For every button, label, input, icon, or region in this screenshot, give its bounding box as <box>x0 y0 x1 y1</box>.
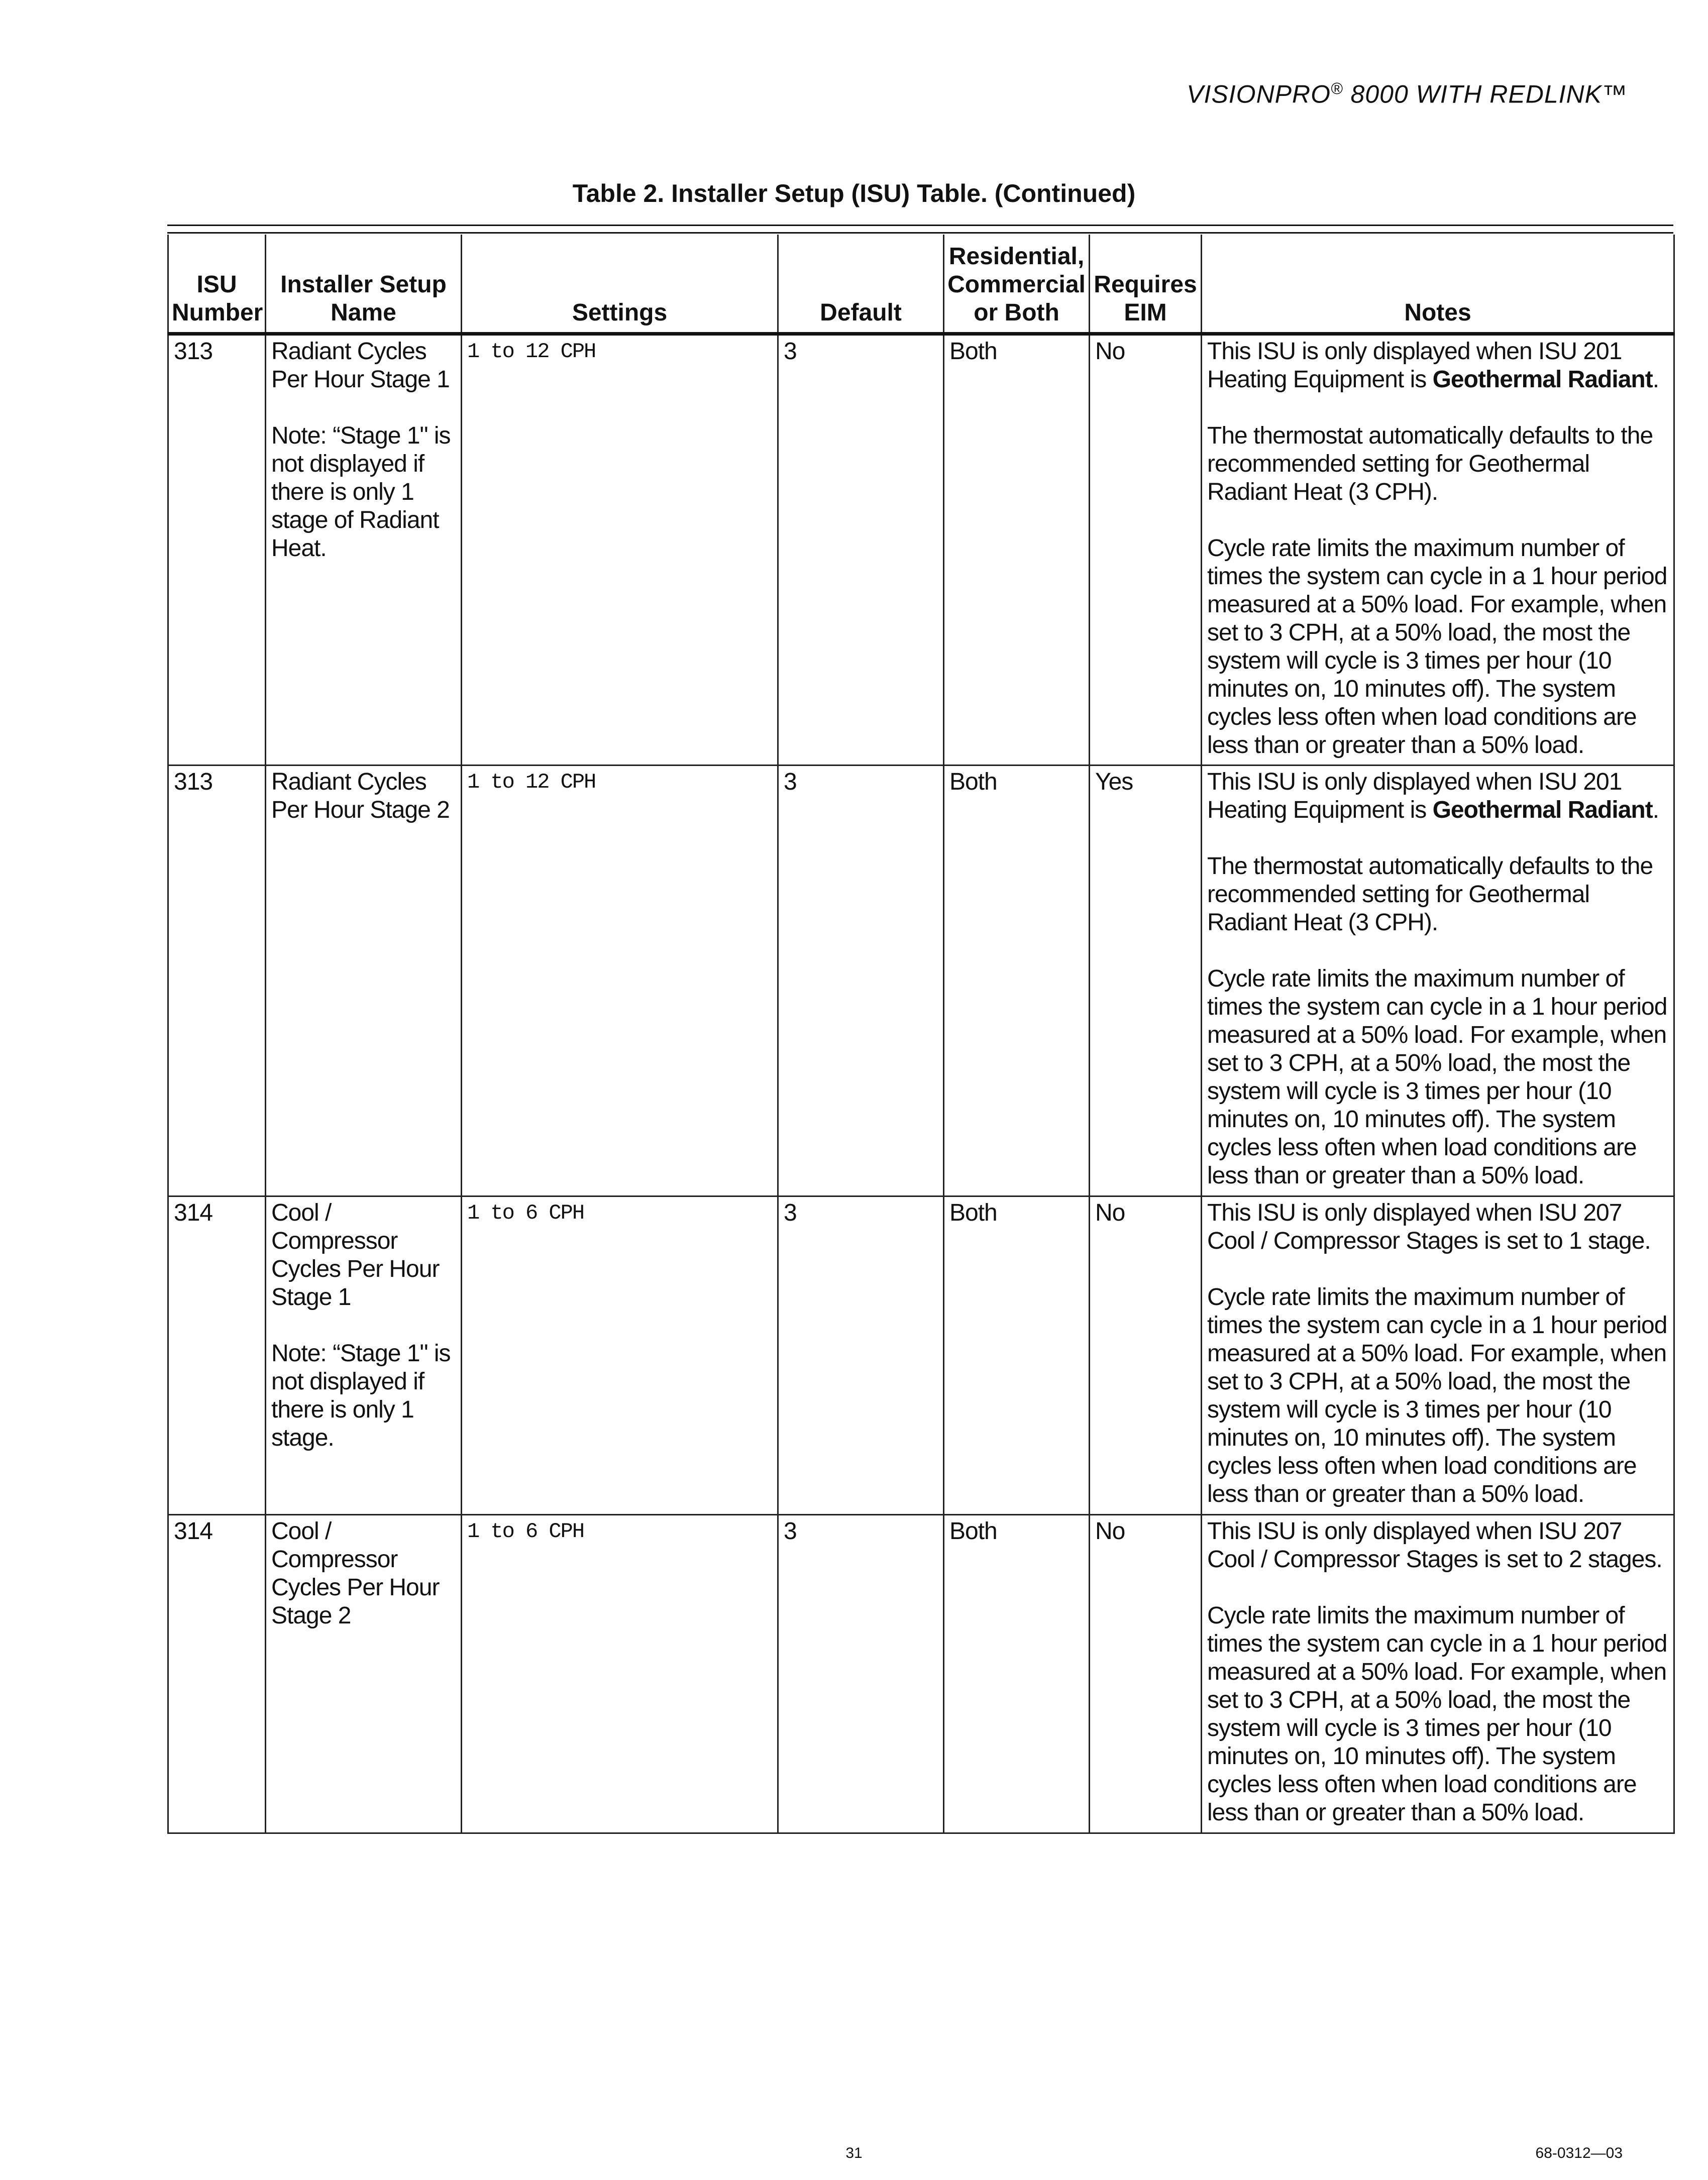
column-header-residential-commercial: Residential, Commercial or Both <box>944 235 1090 334</box>
cell-setup-name <box>266 766 462 1196</box>
setup-name-text: Cool / Compressor Cycles Per Hour Stage 2 <box>271 1518 440 1629</box>
cell-setup-name <box>266 334 462 766</box>
cell-res-com: Both <box>944 334 1090 766</box>
cell-requires-eim: No <box>1090 1515 1202 1833</box>
note-paragraph: This ISU is only displayed when ISU 207 Cool / Compressor Stages is set to 2 stages. <box>1207 1518 1662 1573</box>
cell-res-com: Both <box>944 1196 1090 1515</box>
table-caption: Table 2. Installer Setup (ISU) Table. (Continued) <box>572 179 1136 207</box>
cell-settings: 1 to 12 CPH <box>462 766 778 1196</box>
table-row <box>168 1196 1674 1515</box>
cell-notes <box>1202 1515 1674 1833</box>
cell-isu-number: 314 <box>168 1196 266 1515</box>
cell-default: 3 <box>778 1515 944 1833</box>
note-paragraph: Cycle rate limits the maximum number of times the system can cycle in a 1 hour period measured at a 50% load. For example, when set to 3 CPH, at a 50% load, the most the system will cycle is 3 times per hour (10 minutes on, 10 minutes off). The system cycles less often when load conditions are less than or greater than a 50% load. <box>1207 1602 1667 1826</box>
table-top-rule <box>167 225 1673 226</box>
cell-default: 3 <box>778 1196 944 1515</box>
column-header-default: Default <box>778 235 944 334</box>
product-suffix: 8000 WITH REDLINK™ <box>1343 80 1628 108</box>
table-row <box>168 1515 1674 1833</box>
column-header-settings: Settings <box>462 235 778 334</box>
cell-res-com: Both <box>944 766 1090 1196</box>
cell-settings: 1 to 12 CPH <box>462 334 778 766</box>
setup-name-note: Note: “Stage 1" is not displayed if there is only 1 stage. <box>271 1340 451 1451</box>
page-number: 31 <box>845 2145 863 2161</box>
cell-settings: 1 to 6 CPH <box>462 1196 778 1515</box>
product-name: VISIONPRO <box>1187 80 1331 108</box>
cell-default: 3 <box>778 766 944 1196</box>
cell-isu-number: 314 <box>168 1515 266 1833</box>
cell-requires-eim: Yes <box>1090 766 1202 1196</box>
note-paragraph <box>1207 768 1668 824</box>
cell-res-com: Both <box>944 1515 1090 1833</box>
setup-name-text: Cool / Compressor Cycles Per Hour Stage 1 <box>271 1200 440 1311</box>
column-header-isu-number: ISU Number <box>168 235 266 334</box>
note-paragraph: Cycle rate limits the maximum number of times the system can cycle in a 1 hour period measured at a 50% load. For example, when set to 3 CPH, at a 50% load, the most the system will cycle is 3 times per hour (10 minutes on, 10 minutes off). The system cycles less often when load conditions are less than or greater than a 50% load. <box>1207 1284 1667 1507</box>
column-header-installer-setup-name: Installer Setup Name <box>266 235 462 334</box>
table-top-rule-2 <box>167 232 1673 234</box>
registered-mark: ® <box>1331 79 1343 97</box>
note-bold-text: Geothermal Radiant <box>1432 366 1653 393</box>
isu-table <box>167 235 1675 1834</box>
note-paragraph: Cycle rate limits the maximum number of times the system can cycle in a 1 hour period measured at a 50% load. For example, when set to 3 CPH, at a 50% load, the most the system will cycle is 3 times per hour (10 minutes on, 10 minutes off). The system cycles less often when load conditions are less than or greater than a 50% load. <box>1207 965 1667 1189</box>
note-paragraph <box>1207 338 1668 394</box>
table-row <box>168 334 1674 766</box>
note-paragraph: The thermostat automatically defaults to the recommended setting for Geothermal Radiant Heat (3 CPH). <box>1207 422 1653 505</box>
cell-isu-number: 313 <box>168 334 266 766</box>
note-text-end: . <box>1652 797 1659 823</box>
setup-name-text: Radiant Cycles Per Hour Stage 1 <box>271 338 450 393</box>
document-header <box>1187 79 1628 109</box>
cell-notes <box>1202 1196 1674 1515</box>
cell-default: 3 <box>778 334 944 766</box>
note-text: This ISU is only displayed when ISU 201 Heating Equipment is <box>1207 338 1622 393</box>
document-number: 68-0312—03 <box>1535 2145 1623 2161</box>
cell-requires-eim: No <box>1090 1196 1202 1515</box>
cell-requires-eim: No <box>1090 334 1202 766</box>
note-bold-text: Geothermal Radiant <box>1432 797 1653 823</box>
note-paragraph: The thermostat automatically defaults to the recommended setting for Geothermal Radiant Heat (3 CPH). <box>1207 853 1653 936</box>
cell-settings: 1 to 6 CPH <box>462 1515 778 1833</box>
cell-setup-name <box>266 1515 462 1833</box>
cell-isu-number: 313 <box>168 766 266 1196</box>
table-header-row <box>168 235 1674 334</box>
setup-name-note: Note: “Stage 1" is not displayed if there is only 1 stage of Radiant Heat. <box>271 422 451 562</box>
cell-setup-name <box>266 1196 462 1515</box>
note-text-end: . <box>1652 366 1659 393</box>
note-paragraph: This ISU is only displayed when ISU 207 Cool / Compressor Stages is set to 1 stage. <box>1207 1200 1651 1254</box>
setup-name-text: Radiant Cycles Per Hour Stage 2 <box>271 769 450 823</box>
table-row <box>168 766 1674 1196</box>
cell-notes <box>1202 766 1674 1196</box>
note-paragraph: Cycle rate limits the maximum number of times the system can cycle in a 1 hour period measured at a 50% load. For example, when set to 3 CPH, at a 50% load, the most the system will cycle is 3 times per hour (10 minutes on, 10 minutes off). The system cycles less often when load conditions are less than or greater than a 50% load. <box>1207 535 1667 758</box>
note-text: This ISU is only displayed when ISU 201 Heating Equipment is <box>1207 769 1622 823</box>
column-header-requires-eim: Requires EIM <box>1090 235 1202 334</box>
column-header-notes: Notes <box>1202 235 1674 334</box>
cell-notes <box>1202 334 1674 766</box>
